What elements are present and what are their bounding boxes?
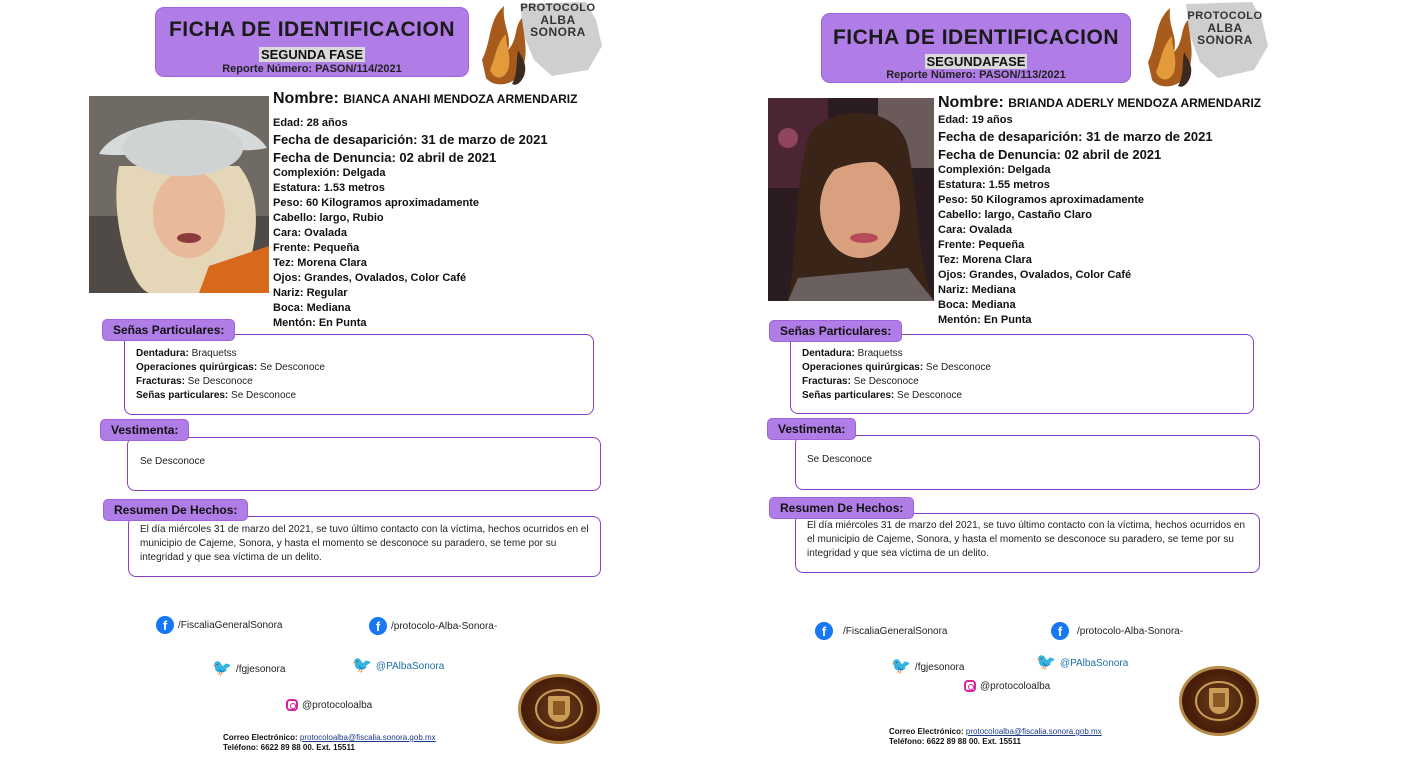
twitter-icon: 🐦 <box>212 660 232 677</box>
fiscalia-seal <box>518 674 600 744</box>
email-link[interactable]: protocoloalba@fiscalia.sonora.gob.mx <box>299 733 436 742</box>
frente: Frente: Pequeña <box>938 239 1025 251</box>
phone: Teléfono: 6622 89 88 00. Ext. 15511 <box>223 743 355 752</box>
resumen-title: Resumen De Hechos: <box>770 498 913 518</box>
fecha-desaparicion: Fecha de desaparición: 31 de marzo de 2021 <box>938 129 1213 144</box>
shield-icon <box>548 696 569 722</box>
header-phase: SEGUNDA FASE <box>260 47 364 62</box>
senas-particulares: Señas particulares: Se Desconoce <box>136 390 297 401</box>
vestimenta-title: Vestimenta: <box>768 419 855 439</box>
header-banner <box>822 14 1130 82</box>
fiscalia-seal <box>1179 666 1259 736</box>
senas-title: Señas Particulares: <box>770 321 901 341</box>
facebook-icon: f <box>1051 622 1069 640</box>
shield-icon <box>1209 688 1230 714</box>
estatura: Estatura: 1.53 metros <box>273 182 385 194</box>
boca: Boca: Mediana <box>273 302 351 314</box>
instagram-link[interactable]: @protocoloalba <box>964 680 1050 692</box>
twitter-link-2[interactable]: 🐦 @PAlbaSonora <box>352 657 445 674</box>
ojos: Ojos: Grandes, Ovalados, Color Café <box>273 272 467 284</box>
tez: Tez: Morena Clara <box>273 257 367 269</box>
vestimenta-title: Vestimenta: <box>101 420 188 440</box>
email-link[interactable]: protocoloalba@fiscalia.sonora.gob.mx <box>965 727 1102 736</box>
contact-info: Correo Electrónico: protocoloalba@fiscalia.sonora.gob.mx Teléfono: 6622 89 88 00. Ext. 15511 <box>223 733 436 752</box>
report-number: Reporte Número: PASON/113/2021 <box>886 69 1066 81</box>
fecha-desaparicion: Fecha de desaparición: 31 de marzo de 2021 <box>273 132 548 147</box>
instagram-link[interactable]: @protocoloalba <box>286 699 372 711</box>
edad: Edad: 28 años <box>273 117 348 129</box>
name-value: BRIANDA ADERLY MENDOZA ARMENDARIZ <box>1008 96 1262 110</box>
dentadura: Dentadura: Braquetss <box>802 348 903 359</box>
frente: Frente: Pequeña <box>273 242 360 254</box>
dentadura: Dentadura: Braquetss <box>136 348 237 359</box>
operaciones: Operaciones quirúrgicas: Se Desconoce <box>136 362 325 373</box>
complexion: Complexión: Delgada <box>938 164 1051 176</box>
facebook-icon: f <box>369 617 387 635</box>
name-value: BIANCA ANAHI MENDOZA ARMENDARIZ <box>343 92 578 106</box>
twitter-link-1[interactable]: 🐦 /fgjesonora <box>212 660 286 677</box>
edad: Edad: 19 años <box>938 114 1013 126</box>
header-title: FICHA DE IDENTIFICACION <box>832 26 1120 49</box>
personal-data <box>938 94 1261 329</box>
senas-box <box>790 334 1254 414</box>
tez: Tez: Morena Clara <box>938 254 1032 266</box>
phone: Teléfono: 6622 89 88 00. Ext. 15511 <box>889 737 1021 746</box>
nariz: Nariz: Regular <box>273 287 348 299</box>
report-number: Reporte Número: PASON/114/2021 <box>222 63 402 75</box>
fracturas: Fracturas: Se Desconoce <box>802 376 919 387</box>
logo-text: PROTOCOLO ALBA SONORA <box>520 2 596 39</box>
twitter-icon: 🐦 <box>1036 654 1056 671</box>
resumen-title: Resumen De Hechos: <box>104 500 247 520</box>
facebook-icon: f <box>815 622 833 640</box>
vestimenta-box <box>127 437 601 491</box>
logo-text: PROTOCOLO ALBA SONORA <box>1187 10 1263 47</box>
twitter-link-1[interactable]: 🐦 /fgjesonora <box>891 658 965 675</box>
vestimenta-value: Se Desconoce <box>807 454 873 465</box>
nariz: Nariz: Mediana <box>938 284 1016 296</box>
header-banner <box>156 8 468 76</box>
resumen-box <box>795 513 1260 573</box>
fracturas: Fracturas: Se Desconoce <box>136 376 253 387</box>
portrait-image <box>89 96 269 293</box>
twitter-link-2[interactable]: 🐦 @PAlbaSonora <box>1036 654 1129 671</box>
menton: Mentón: En Punta <box>938 314 1032 326</box>
cara: Cara: Ovalada <box>273 227 347 239</box>
portrait-image <box>768 98 934 301</box>
estatura: Estatura: 1.55 metros <box>938 179 1050 191</box>
ojos: Ojos: Grandes, Ovalados, Color Café <box>938 269 1132 281</box>
resumen-box <box>128 516 601 577</box>
cabello: Cabello: largo, Castaño Claro <box>938 209 1093 221</box>
facebook-link-1[interactable]: f /FiscaliaGeneralSonora <box>815 622 948 640</box>
fecha-denuncia: Fecha de Denuncia: 02 abril de 2021 <box>938 147 1162 162</box>
facebook-link-1[interactable]: f /FiscaliaGeneralSonora <box>156 616 283 634</box>
vestimenta-value: Se Desconoce <box>140 456 206 467</box>
senas-particulares: Señas particulares: Se Desconoce <box>802 390 963 401</box>
ficha-right <box>704 0 1408 760</box>
boca: Boca: Mediana <box>938 299 1016 311</box>
twitter-icon: 🐦 <box>352 657 372 674</box>
header-phase: SEGUNDAFASE <box>926 54 1026 69</box>
peso: Peso: 60 Kilogramos aproximadamente <box>273 197 480 209</box>
menton: Mentón: En Punta <box>273 317 367 329</box>
protocolo-alba-logo <box>478 0 608 92</box>
instagram-icon <box>964 680 976 692</box>
missing-person-photo <box>768 98 934 301</box>
cabello: Cabello: largo, Rubio <box>273 212 384 224</box>
fecha-denuncia: Fecha de Denuncia: 02 abril de 2021 <box>273 150 497 165</box>
name-label: Nombre: <box>938 94 1004 111</box>
peso: Peso: 50 Kilogramos aproximadamente <box>938 194 1145 206</box>
protocolo-alba-logo <box>1144 0 1274 96</box>
cara: Cara: Ovalada <box>938 224 1012 236</box>
twitter-icon: 🐦 <box>891 658 911 675</box>
resumen-text: El día miércoles 31 de marzo del 2021, se tuvo último contacto con la víctima, hechos ocurridos en el municipio de Cajeme, Sonora, y hasta el momento se desconoce su paradero, se teme por su integridad y que sea víctima de un delito. <box>140 524 589 563</box>
missing-person-photo <box>89 96 269 293</box>
facebook-link-2[interactable]: f /protocolo-Alba-Sonora- <box>1051 622 1183 640</box>
personal-data <box>273 90 577 332</box>
vestimenta-box <box>795 435 1260 490</box>
facebook-icon: f <box>156 616 174 634</box>
contact-info: Correo Electrónico: protocoloalba@fiscalia.sonora.gob.mx Teléfono: 6622 89 88 00. Ext. 15511 <box>889 727 1102 746</box>
senas-title: Señas Particulares: <box>103 320 234 340</box>
resumen-text: El día miércoles 31 de marzo del 2021, se tuvo último contacto con la víctima, hechos ocurridos en el municipio de Cajeme, Sonora, y hasta el momento se desconoce su paradero, se teme por su integridad y que sea víctima de un delito. <box>807 520 1246 559</box>
operaciones: Operaciones quirúrgicas: Se Desconoce <box>802 362 991 373</box>
instagram-icon <box>286 699 298 711</box>
facebook-link-2[interactable]: f /protocolo-Alba-Sonora- <box>369 617 497 635</box>
senas-box <box>124 334 594 415</box>
complexion: Complexión: Delgada <box>273 167 386 179</box>
name-label: Nombre: <box>273 90 339 107</box>
header-title: FICHA DE IDENTIFICACION <box>168 18 456 41</box>
